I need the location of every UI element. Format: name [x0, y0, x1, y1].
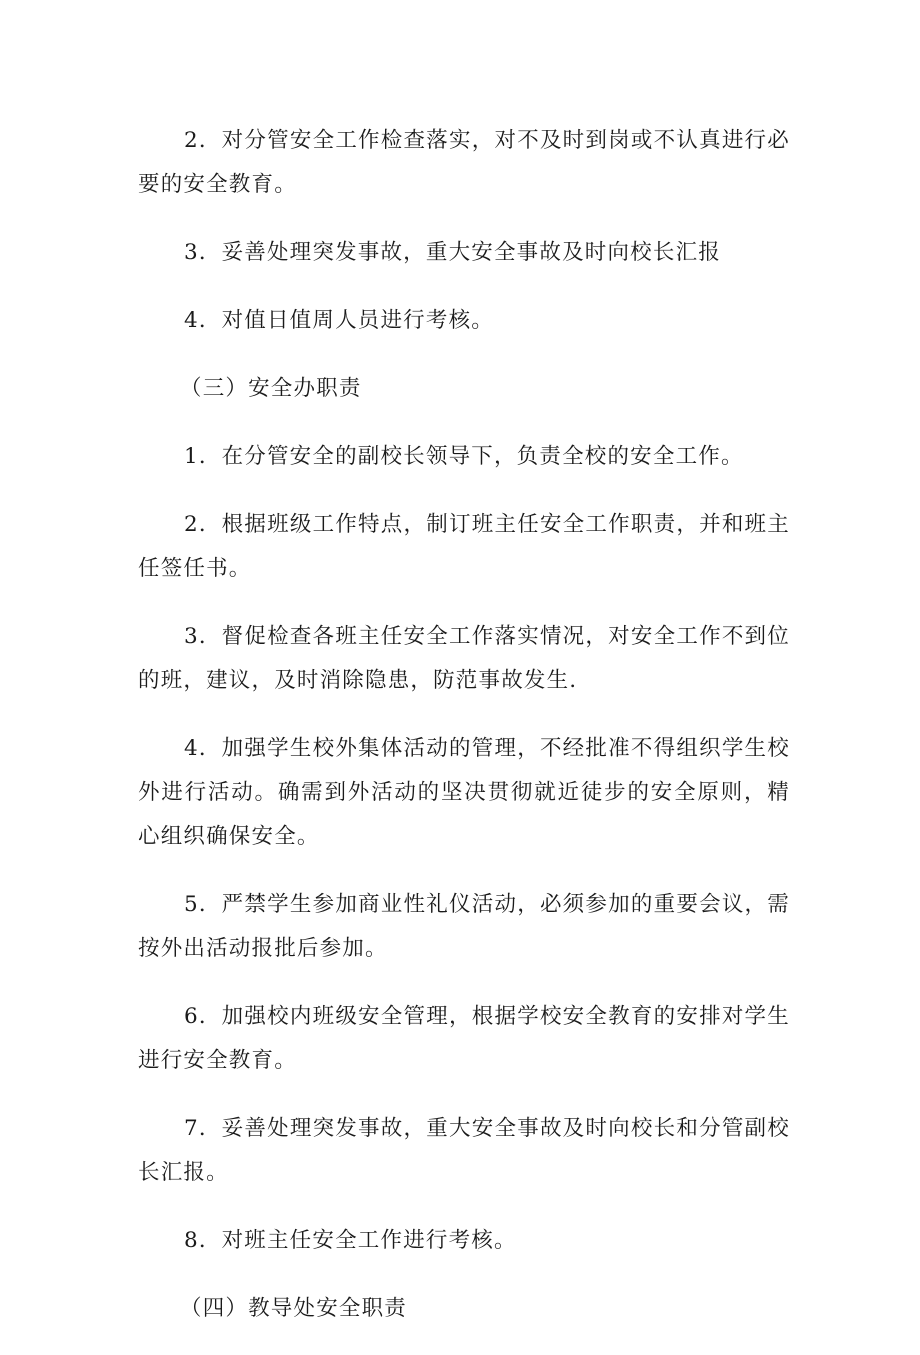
section-heading: （三）安全办职责	[180, 376, 362, 401]
paragraph-item: 3．妥善处理突发事故，重大安全事故及时向校长汇报	[184, 240, 721, 265]
paragraph-item: 3．督促检查各班主任安全工作落实情况，对安全工作不到位的班，建议，及时消除隐患，防范事故发生.	[138, 624, 790, 693]
paragraph-item: 7．妥善处理突发事故，重大安全事故及时向校长和分管副校长汇报。	[138, 1116, 790, 1185]
paragraph-item: 6．加强校内班级安全管理，根据学校安全教育的安排对学生进行安全教育。	[138, 1004, 790, 1073]
section-heading: （四）教导处安全职责	[180, 1296, 408, 1321]
paragraph-item: 2．根据班级工作特点，制订班主任安全工作职责，并和班主任签任书。	[138, 512, 790, 581]
paragraph-item: 1．在分管安全的副校长领导下，负责全校的安全工作。	[184, 444, 744, 469]
paragraph-item: 4．加强学生校外集体活动的管理，不经批准不得组织学生校外进行活动。确需到外活动的坚决贯彻就近徒步的安全原则，精心组织确保安全。	[138, 736, 790, 849]
paragraph-item: 8．对班主任安全工作进行考核。	[184, 1228, 517, 1253]
paragraph-item: 2．对分管安全工作检查落实，对不及时到岗或不认真进行必要的安全教育。	[138, 128, 790, 197]
paragraph-item: 5．严禁学生参加商业性礼仪活动，必须参加的重要会议，需按外出活动报批后参加。	[138, 892, 790, 961]
document-body	[138, 119, 790, 1355]
paragraph-item: 4．对值日值周人员进行考核。	[184, 308, 494, 333]
